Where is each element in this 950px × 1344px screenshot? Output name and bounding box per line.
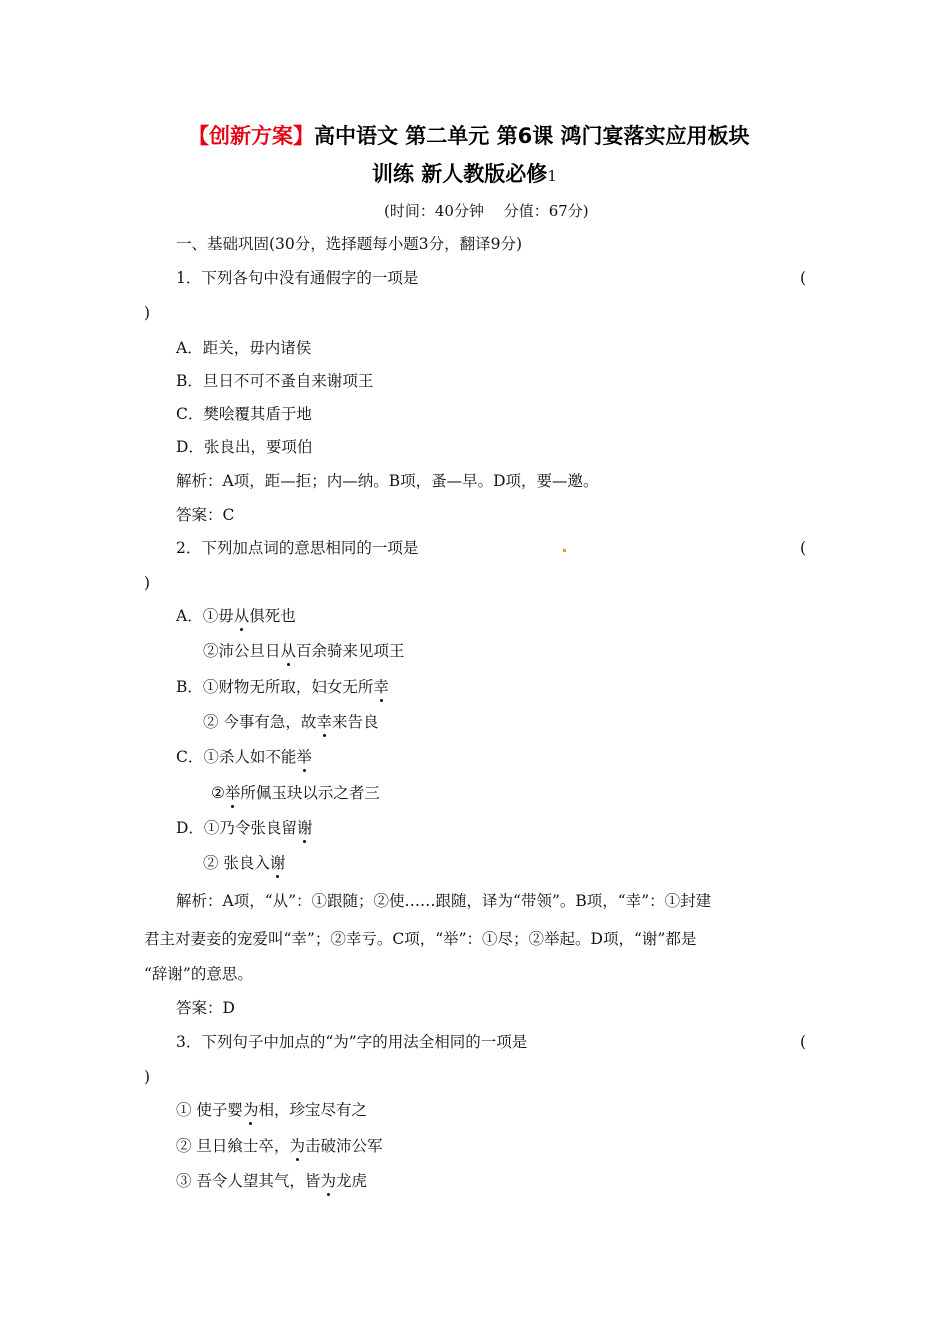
q1-paren-close: ) bbox=[144, 304, 151, 322]
dotted-word: 谢 bbox=[296, 819, 313, 837]
dotted-word: 举 bbox=[296, 748, 312, 766]
q2-paren-close: ) bbox=[144, 574, 151, 592]
document-title-line1 bbox=[188, 122, 750, 150]
dotted-word: 谢 bbox=[269, 854, 286, 872]
q1-option-a: A．距关，毋内诸侯 bbox=[176, 339, 312, 357]
section-heading: 一、基础巩固(30分，选择题每小题3分，翻译9分) bbox=[176, 235, 523, 253]
dotted-word: 为 bbox=[320, 1172, 336, 1190]
q3-sentence-2 bbox=[176, 1136, 382, 1156]
text: 来告良 bbox=[331, 713, 379, 731]
q2-answer: 答案：D bbox=[176, 999, 235, 1017]
title-main: 高中语文 第二单元 第6课 鸿门宴落实应用板块 bbox=[314, 124, 750, 148]
q3-paren-open: ( bbox=[800, 1033, 807, 1051]
text: ③ 吾令人望其气，皆 bbox=[176, 1172, 321, 1190]
title-brand: 【创新方案】 bbox=[188, 124, 314, 148]
q1-option-b: B．旦日不可不蚤自来谢项王 bbox=[176, 372, 374, 390]
q2-analysis-line2: 君主对妻妾的宠爱叫“幸”；②幸亏。C项，“举”：①尽；②举起。D项，“谢”都是 bbox=[144, 930, 697, 948]
q1-stem: 1．下列各句中没有通假字的一项是 bbox=[176, 269, 419, 287]
text: ② 张良入 bbox=[203, 854, 270, 872]
q1-analysis: 解析：A项，距—拒；内—纳。B项，蚤—早。D项，要—邀。 bbox=[176, 472, 599, 490]
text: ① 使子婴 bbox=[176, 1101, 243, 1119]
q2-option-c2 bbox=[211, 783, 380, 803]
document-title-line2 bbox=[372, 160, 557, 190]
q2-analysis-line3: “辞谢”的意思。 bbox=[144, 965, 253, 983]
q2-paren-open: ( bbox=[800, 539, 807, 557]
dotted-word: 举 bbox=[224, 784, 241, 802]
q3-paren-close: ) bbox=[144, 1068, 151, 1086]
q1-option-c: C．樊哙覆其盾于地 bbox=[176, 405, 312, 423]
dotted-word: 幸 bbox=[316, 713, 332, 731]
text: 击破沛公军 bbox=[304, 1137, 383, 1155]
q2-option-a2 bbox=[203, 641, 405, 661]
q2-analysis-line1: 解析：A项，“从”：①跟随；②使……跟随，译为“带领”。B项，“幸”：①封建 bbox=[176, 892, 712, 910]
text: 百余骑来见项王 bbox=[296, 642, 405, 660]
dotted-word: 为 bbox=[289, 1137, 305, 1155]
q2-option-b2 bbox=[203, 712, 378, 732]
q3-sentence-3 bbox=[176, 1171, 367, 1191]
dotted-word: 幸 bbox=[373, 678, 389, 696]
text: D．①乃令张良留 bbox=[176, 819, 297, 837]
q3-stem: 3．下列句子中加点的“为”字的用法全相同的一项是 bbox=[176, 1033, 528, 1051]
stray-mark bbox=[563, 549, 566, 552]
text: 相，珍宝尽有之 bbox=[258, 1101, 367, 1119]
q2-option-b1 bbox=[176, 677, 389, 697]
dotted-word: 从 bbox=[233, 607, 250, 625]
text: ② 旦日飨士卒， bbox=[176, 1137, 290, 1155]
text: ② bbox=[211, 784, 225, 802]
title-volume: 1 bbox=[547, 167, 557, 185]
q2-option-d2 bbox=[203, 853, 285, 873]
text: A．①毋 bbox=[176, 607, 234, 625]
q2-option-a1 bbox=[176, 606, 296, 626]
text: 龙虎 bbox=[335, 1172, 367, 1190]
q2-option-c1 bbox=[176, 747, 312, 767]
text: B．①财物无所取，妇女无所 bbox=[176, 678, 374, 696]
q3-sentence-1 bbox=[176, 1100, 367, 1120]
q2-option-d1 bbox=[176, 818, 312, 838]
q1-paren-open: ( bbox=[800, 269, 807, 287]
text: ② 今事有急，故 bbox=[203, 713, 317, 731]
time-score-meta: (时间：40分钟 分值：67分) bbox=[384, 202, 589, 220]
dotted-word: 从 bbox=[280, 642, 297, 660]
dotted-word: 为 bbox=[242, 1101, 259, 1119]
text: C．①杀人如不能 bbox=[176, 748, 297, 766]
q2-stem: 2．下列加点词的意思相同的一项是 bbox=[176, 539, 419, 557]
title-main-cont: 训练 新人教版必修 bbox=[372, 162, 548, 186]
text: 所佩玉玦以示之者三 bbox=[240, 784, 380, 802]
q1-answer: 答案：C bbox=[176, 506, 235, 524]
q1-option-d: D．张良出，要项伯 bbox=[176, 438, 313, 456]
text: ②沛公旦日 bbox=[203, 642, 281, 660]
text: 俱死也 bbox=[249, 607, 296, 625]
